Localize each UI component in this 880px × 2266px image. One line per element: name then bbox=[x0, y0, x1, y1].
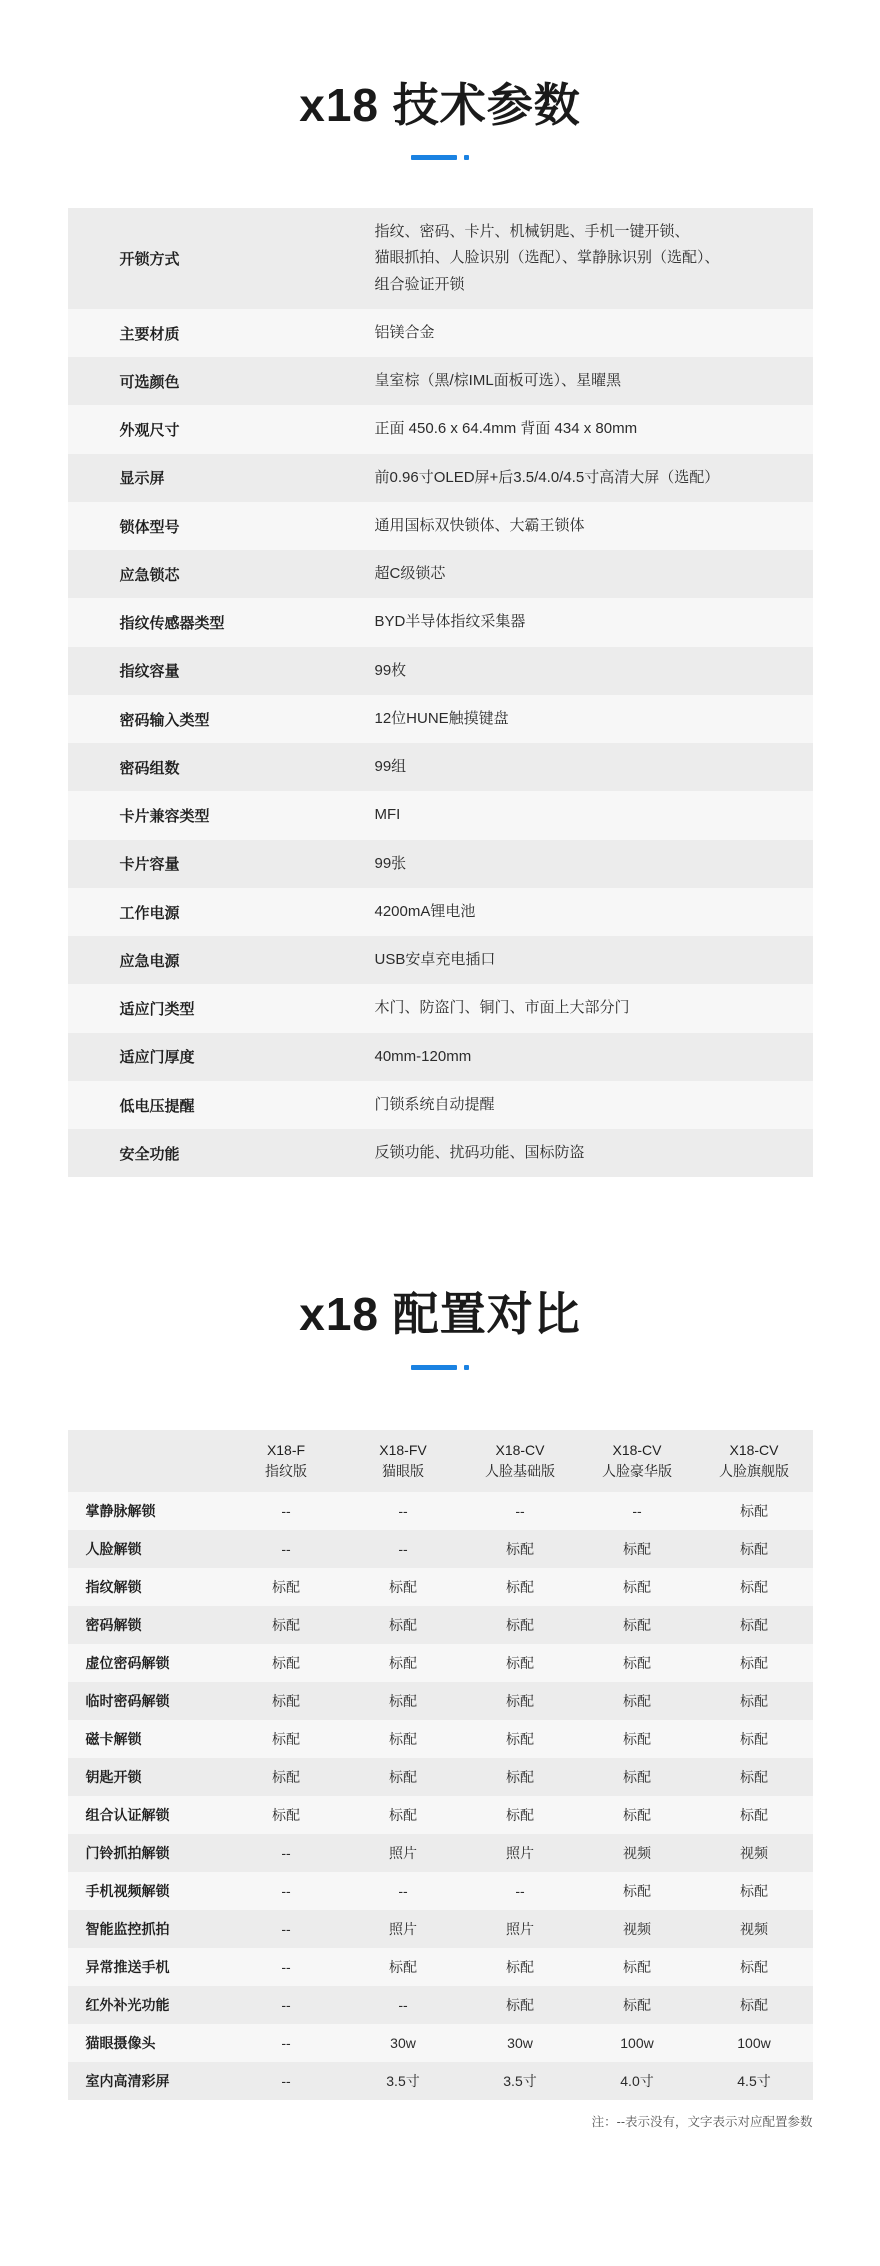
spec-value: 通用国标双快锁体、大霸王锁体 bbox=[375, 502, 813, 550]
feature-value: 标配 bbox=[696, 1606, 813, 1644]
separator-dot bbox=[464, 1365, 469, 1370]
spec-value: 门锁系统自动提醒 bbox=[375, 1081, 813, 1129]
table-row bbox=[68, 743, 813, 791]
feature-value: -- bbox=[228, 1530, 345, 1568]
table-row bbox=[68, 695, 813, 743]
spec-value: 木门、防盗门、铜门、市面上大部分门 bbox=[375, 984, 813, 1032]
table-row bbox=[68, 2062, 813, 2100]
spec-value: BYD半导体指纹采集器 bbox=[375, 598, 813, 646]
feature-value: 标配 bbox=[462, 1682, 579, 1720]
feature-value: -- bbox=[228, 2024, 345, 2062]
spec-value: 前0.96寸OLED屏+后3.5/4.0/4.5寸高清大屏（选配） bbox=[375, 454, 813, 502]
feature-value: 100w bbox=[579, 2024, 696, 2062]
feature-value: -- bbox=[345, 1872, 462, 1910]
feature-value: -- bbox=[345, 1530, 462, 1568]
feature-value: 标配 bbox=[579, 1530, 696, 1568]
table-row bbox=[68, 405, 813, 453]
spec-key: 锁体型号 bbox=[68, 502, 375, 550]
feature-name: 组合认证解锁 bbox=[68, 1796, 228, 1834]
feature-value: -- bbox=[228, 1492, 345, 1530]
column-header bbox=[345, 1430, 462, 1492]
feature-value: 标配 bbox=[579, 1948, 696, 1986]
table-row bbox=[68, 1129, 813, 1177]
spec-value: 反锁功能、扰码功能、国标防盗 bbox=[375, 1129, 813, 1177]
feature-value: 标配 bbox=[345, 1758, 462, 1796]
spec-key: 密码输入类型 bbox=[68, 695, 375, 743]
table-row bbox=[68, 1986, 813, 2024]
table-row bbox=[68, 1758, 813, 1796]
spec-key: 工作电源 bbox=[68, 888, 375, 936]
column-header bbox=[579, 1430, 696, 1492]
feature-value: 照片 bbox=[345, 1834, 462, 1872]
feature-value: 标配 bbox=[579, 1682, 696, 1720]
separator-dot bbox=[464, 155, 469, 160]
feature-value: 4.0寸 bbox=[579, 2062, 696, 2100]
spec-value: 99组 bbox=[375, 743, 813, 791]
table-row bbox=[68, 598, 813, 646]
feature-value: 标配 bbox=[579, 1644, 696, 1682]
feature-value: 标配 bbox=[462, 1720, 579, 1758]
feature-value: 照片 bbox=[462, 1910, 579, 1948]
compare-table-wrap bbox=[68, 1430, 813, 2130]
spec-key: 应急电源 bbox=[68, 936, 375, 984]
column-header-variant: 人脸旗舰版 bbox=[719, 1462, 789, 1479]
feature-name: 钥匙开锁 bbox=[68, 1758, 228, 1796]
feature-value: 照片 bbox=[345, 1910, 462, 1948]
table-row bbox=[68, 1834, 813, 1872]
feature-value: -- bbox=[345, 1492, 462, 1530]
feature-value: 标配 bbox=[462, 1530, 579, 1568]
spec-value-line: 指纹、密码、卡片、机械钥匙、手机一键开锁、 bbox=[374, 223, 690, 241]
feature-value: 标配 bbox=[462, 1644, 579, 1682]
table-row bbox=[68, 1568, 813, 1606]
table-row bbox=[68, 502, 813, 550]
feature-value: 标配 bbox=[345, 1720, 462, 1758]
feature-value: 视频 bbox=[696, 1910, 813, 1948]
table-row bbox=[68, 1033, 813, 1081]
spec-value: MFI bbox=[375, 791, 813, 839]
feature-value: 标配 bbox=[579, 1606, 696, 1644]
spec-value: 12位HUNE触摸键盘 bbox=[375, 695, 813, 743]
spec-value bbox=[375, 208, 813, 309]
spec-value: 正面 450.6 x 64.4mm 背面 434 x 80mm bbox=[375, 405, 813, 453]
feature-value: 标配 bbox=[696, 1682, 813, 1720]
feature-value: 标配 bbox=[579, 1568, 696, 1606]
feature-value: 标配 bbox=[462, 1796, 579, 1834]
feature-value: -- bbox=[579, 1492, 696, 1530]
spec-key: 卡片容量 bbox=[68, 840, 375, 888]
table-row bbox=[68, 1606, 813, 1644]
column-header-variant: 猫眼版 bbox=[382, 1462, 424, 1479]
feature-value: 标配 bbox=[462, 1758, 579, 1796]
spec-value: 40mm-120mm bbox=[375, 1033, 813, 1081]
feature-value: 标配 bbox=[696, 1720, 813, 1758]
feature-value: 标配 bbox=[345, 1948, 462, 1986]
feature-value: 视频 bbox=[579, 1910, 696, 1948]
compare-table bbox=[68, 1430, 813, 2100]
table-row bbox=[68, 1530, 813, 1568]
corner-cell bbox=[68, 1430, 228, 1492]
spec-key: 密码组数 bbox=[68, 743, 375, 791]
feature-value: 标配 bbox=[696, 1758, 813, 1796]
spec-value: 铝镁合金 bbox=[375, 309, 813, 357]
feature-value: 标配 bbox=[228, 1568, 345, 1606]
feature-value: 标配 bbox=[579, 1872, 696, 1910]
table-row bbox=[68, 1081, 813, 1129]
feature-value: -- bbox=[462, 1492, 579, 1530]
feature-value: 100w bbox=[696, 2024, 813, 2062]
column-header-model: X18-CV bbox=[495, 1442, 545, 1459]
feature-value: -- bbox=[345, 1986, 462, 2024]
feature-value: 标配 bbox=[696, 1796, 813, 1834]
feature-name: 异常推送手机 bbox=[68, 1948, 228, 1986]
compare-note: 注：--表示没有，文字表示对应配置参数 bbox=[591, 2114, 813, 2129]
feature-name: 掌静脉解锁 bbox=[68, 1492, 228, 1530]
feature-value: -- bbox=[228, 1834, 345, 1872]
spec-table bbox=[68, 208, 813, 1177]
table-row bbox=[68, 2024, 813, 2062]
table-row bbox=[68, 454, 813, 502]
spec-key: 主要材质 bbox=[68, 309, 375, 357]
feature-value: 标配 bbox=[228, 1758, 345, 1796]
column-header-variant: 人脸基础版 bbox=[485, 1462, 555, 1479]
compare-table-head bbox=[68, 1430, 813, 1492]
spec-table-wrap bbox=[68, 208, 813, 1177]
feature-value: 标配 bbox=[228, 1720, 345, 1758]
title-separator bbox=[0, 155, 880, 160]
feature-name: 猫眼摄像头 bbox=[68, 2024, 228, 2062]
feature-name: 红外补光功能 bbox=[68, 1986, 228, 2024]
spec-table-body bbox=[68, 208, 813, 1177]
spec-value: USB安卓充电插口 bbox=[375, 936, 813, 984]
feature-value: 标配 bbox=[462, 1568, 579, 1606]
column-header-model: X18-CV bbox=[729, 1442, 779, 1459]
feature-value: 标配 bbox=[696, 1530, 813, 1568]
table-row bbox=[68, 1796, 813, 1834]
feature-value: -- bbox=[228, 2062, 345, 2100]
spec-key: 安全功能 bbox=[68, 1129, 375, 1177]
feature-value: 标配 bbox=[228, 1644, 345, 1682]
feature-value: 30w bbox=[345, 2024, 462, 2062]
column-header bbox=[696, 1430, 813, 1492]
feature-value: -- bbox=[462, 1872, 579, 1910]
feature-value: 标配 bbox=[579, 1796, 696, 1834]
spec-value-line: 组合验证开锁 bbox=[374, 275, 465, 293]
feature-value: -- bbox=[228, 1872, 345, 1910]
feature-name: 智能监控抓拍 bbox=[68, 1910, 228, 1948]
table-row bbox=[68, 936, 813, 984]
feature-value: 照片 bbox=[462, 1834, 579, 1872]
feature-value: 视频 bbox=[579, 1834, 696, 1872]
spec-key: 显示屏 bbox=[68, 454, 375, 502]
feature-value: 视频 bbox=[696, 1834, 813, 1872]
spec-value: 皇室棕（黑/棕IML面板可选）、星曜黑 bbox=[375, 357, 813, 405]
spec-key: 指纹容量 bbox=[68, 647, 375, 695]
table-row bbox=[68, 1644, 813, 1682]
feature-value: -- bbox=[228, 1948, 345, 1986]
feature-value: -- bbox=[228, 1910, 345, 1948]
feature-value: 4.5寸 bbox=[696, 2062, 813, 2100]
compare-title: x18 配置对比 bbox=[299, 1288, 581, 1341]
feature-name: 门铃抓拍解锁 bbox=[68, 1834, 228, 1872]
feature-value: 标配 bbox=[345, 1606, 462, 1644]
feature-value: 标配 bbox=[345, 1568, 462, 1606]
column-header bbox=[462, 1430, 579, 1492]
table-row bbox=[68, 1910, 813, 1948]
feature-value: 标配 bbox=[696, 1644, 813, 1682]
feature-value: 30w bbox=[462, 2024, 579, 2062]
feature-value: 标配 bbox=[345, 1644, 462, 1682]
separator-bar bbox=[411, 155, 457, 160]
feature-value: 标配 bbox=[462, 1948, 579, 1986]
table-header-row bbox=[68, 1430, 813, 1492]
spec-value: 99张 bbox=[375, 840, 813, 888]
feature-value: 标配 bbox=[579, 1986, 696, 2024]
feature-value: 标配 bbox=[696, 1948, 813, 1986]
feature-value: 标配 bbox=[462, 1606, 579, 1644]
feature-value: 标配 bbox=[228, 1682, 345, 1720]
feature-name: 人脸解锁 bbox=[68, 1530, 228, 1568]
feature-value: 3.5寸 bbox=[462, 2062, 579, 2100]
feature-value: 标配 bbox=[696, 1986, 813, 2024]
feature-value: -- bbox=[228, 1986, 345, 2024]
spec-key: 开锁方式 bbox=[68, 208, 375, 309]
title-separator bbox=[0, 1365, 880, 1370]
spec-key: 外观尺寸 bbox=[68, 405, 375, 453]
spec-key: 可选颜色 bbox=[68, 357, 375, 405]
spec-value: 4200mA锂电池 bbox=[375, 888, 813, 936]
feature-name: 室内高清彩屏 bbox=[68, 2062, 228, 2100]
separator-bar bbox=[411, 1365, 457, 1370]
table-row bbox=[68, 357, 813, 405]
column-header-model: X18-F bbox=[266, 1442, 306, 1459]
spec-key: 适应门厚度 bbox=[68, 1033, 375, 1081]
feature-value: 标配 bbox=[579, 1720, 696, 1758]
spec-key: 卡片兼容类型 bbox=[68, 791, 375, 839]
feature-name: 磁卡解锁 bbox=[68, 1720, 228, 1758]
feature-value: 标配 bbox=[345, 1796, 462, 1834]
spec-key: 指纹传感器类型 bbox=[68, 598, 375, 646]
section-compare bbox=[0, 1177, 880, 2129]
table-row bbox=[68, 1720, 813, 1758]
feature-value: 标配 bbox=[696, 1568, 813, 1606]
table-row bbox=[68, 1948, 813, 1986]
spec-key: 应急锁芯 bbox=[68, 550, 375, 598]
table-row bbox=[68, 888, 813, 936]
feature-value: 标配 bbox=[228, 1606, 345, 1644]
feature-value: 标配 bbox=[696, 1872, 813, 1910]
feature-value: 标配 bbox=[696, 1492, 813, 1530]
feature-name: 指纹解锁 bbox=[68, 1568, 228, 1606]
feature-name: 手机视频解锁 bbox=[68, 1872, 228, 1910]
feature-value: 标配 bbox=[228, 1796, 345, 1834]
column-header-model: X18-CV bbox=[612, 1442, 662, 1459]
table-row bbox=[68, 1492, 813, 1530]
table-row bbox=[68, 840, 813, 888]
spec-value-line: 猫眼抓拍、人脸识别（选配）、掌静脉识别（选配）、 bbox=[374, 249, 720, 267]
table-row bbox=[68, 791, 813, 839]
compare-table-body bbox=[68, 1492, 813, 2100]
spec-key: 适应门类型 bbox=[68, 984, 375, 1032]
feature-value: 3.5寸 bbox=[345, 2062, 462, 2100]
feature-value: 标配 bbox=[462, 1986, 579, 2024]
column-header-model: X18-FV bbox=[379, 1442, 427, 1459]
feature-name: 虚位密码解锁 bbox=[68, 1644, 228, 1682]
spec-value: 99枚 bbox=[375, 647, 813, 695]
feature-value: 标配 bbox=[345, 1682, 462, 1720]
table-row bbox=[68, 984, 813, 1032]
column-header-variant: 指纹版 bbox=[265, 1462, 307, 1479]
table-row bbox=[68, 309, 813, 357]
feature-name: 密码解锁 bbox=[68, 1606, 228, 1644]
table-row bbox=[68, 1872, 813, 1910]
spec-value: 超C级锁芯 bbox=[375, 550, 813, 598]
table-row bbox=[68, 550, 813, 598]
column-header bbox=[228, 1430, 345, 1492]
table-row bbox=[68, 1682, 813, 1720]
table-row bbox=[68, 647, 813, 695]
feature-value: 标配 bbox=[579, 1758, 696, 1796]
column-header-variant: 人脸豪华版 bbox=[602, 1462, 672, 1479]
table-row bbox=[68, 208, 813, 309]
spec-key: 低电压提醒 bbox=[68, 1081, 375, 1129]
page-title: x18 技术参数 bbox=[299, 79, 581, 131]
feature-name: 临时密码解锁 bbox=[68, 1682, 228, 1720]
